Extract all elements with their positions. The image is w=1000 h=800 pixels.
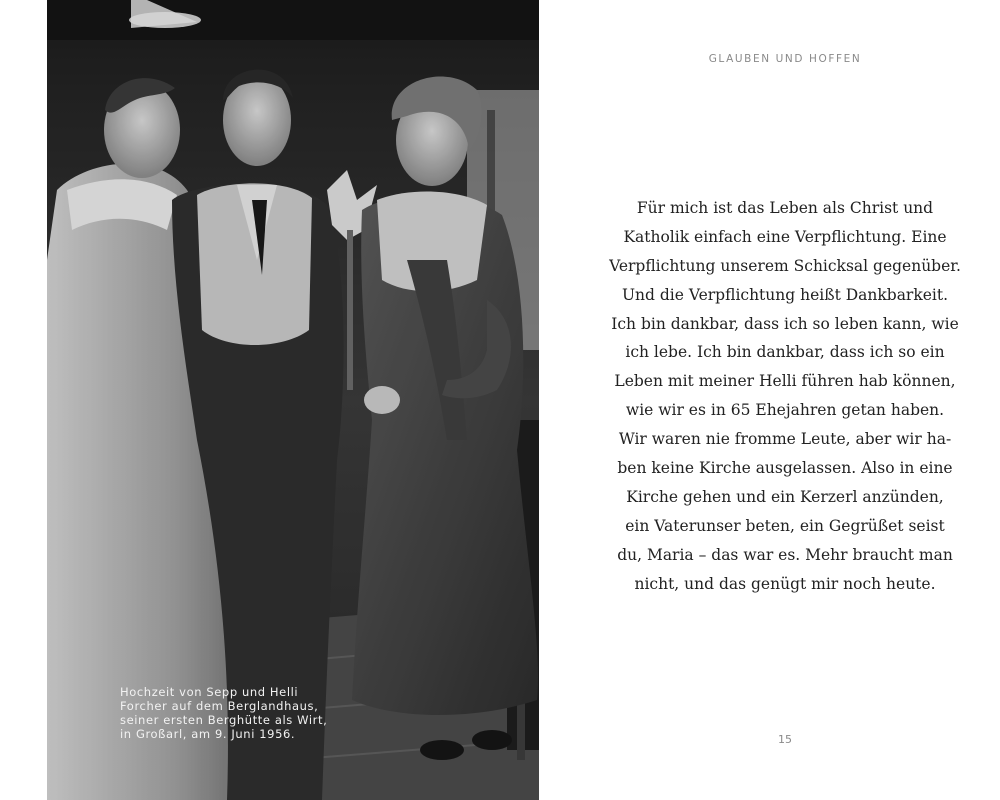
- body-line: ein Vaterunser beten, ein Gegrüßet seist: [625, 516, 945, 535]
- body-line: Kirche gehen und ein Kerzerl anzünden,: [626, 487, 944, 506]
- body-text: [580, 194, 990, 598]
- photo-page: [47, 0, 539, 800]
- body-line: wie wir es in 65 Ehejahren getan haben.: [625, 401, 945, 420]
- body-line: ich lebe. Ich bin dankbar, dass ich so ein: [625, 343, 945, 362]
- body-line: du, Maria – das war es. Mehr braucht man: [617, 545, 953, 564]
- body-line: nicht, und das genügt mir noch heute.: [634, 574, 936, 593]
- wedding-photo: [47, 0, 539, 800]
- text-page: [540, 0, 1000, 800]
- body-line: Für mich ist das Leben als Christ und: [636, 199, 934, 217]
- running-head: GLAUBEN UND HOFFEN: [708, 53, 862, 65]
- body-line: Verpflichtung unserem Schicksal gegenüber.: [609, 256, 961, 275]
- page-number: 15: [778, 733, 792, 746]
- photo-caption: Hochzeit von Sepp und Helli Forcher auf dem Berglandhaus, seiner ersten Berghütte als Wirt, in Großarl, am 9. Juni 1956.: [120, 685, 328, 741]
- body-line: Leben mit meiner Helli führen hab können,: [614, 372, 956, 391]
- body-line: Wir waren nie fromme Leute, aber wir ha-: [618, 430, 952, 449]
- body-line: ben keine Kirche ausgelassen. Also in eine: [617, 459, 953, 478]
- body-line: Katholik einfach eine Verpflichtung. Eine: [623, 227, 947, 246]
- body-line: Und die Verpflichtung heißt Dankbarkeit.: [621, 285, 949, 304]
- body-line: Ich bin dankbar, dass ich so leben kann, wie: [611, 314, 959, 333]
